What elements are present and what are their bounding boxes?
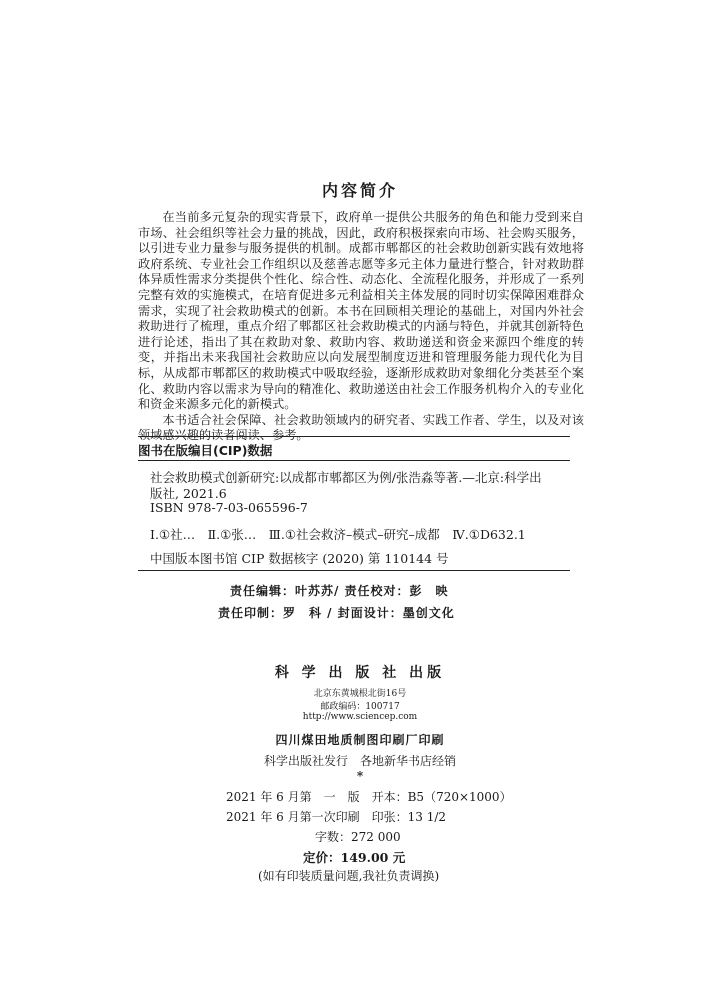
summary-paragraph: 本书适合社会保障、社会救助领域内的研究者、实践工作者、学生，以及对该领域感兴趣的读者阅读、参考。 — [138, 412, 584, 443]
publisher-name: 科 学 出 版 社 出版 — [274, 665, 446, 681]
summary-body — [138, 210, 584, 444]
publisher-postcode: 邮政编码：100717 — [320, 702, 400, 712]
isbn: ISBN 978-7-03-065596-7 — [150, 500, 308, 515]
printer: 四川煤田地质制图印刷厂印刷 — [275, 733, 445, 747]
cip-classification: Ⅰ.①社… Ⅱ.①张… Ⅲ.①社会救济–模式–研究–成都 Ⅳ.①D632.1 — [150, 527, 526, 542]
cip-record-number: 中国版本图书馆 CIP 数据核字 (2020) 第 110144 号 — [150, 551, 449, 566]
cip-line: 社会救助模式创新研究:以成都市郫都区为例/张浩淼等著.—北京:科学出 — [150, 470, 542, 485]
quality-note: (如有印装质量问题,我社负责调换) — [258, 869, 440, 883]
word-count: 字数：272 000 — [315, 830, 401, 844]
cip-header: 图书在版编目(CIP)数据 — [138, 443, 273, 458]
publisher-website: http://www.sciencep.com — [302, 712, 418, 722]
divider — [138, 570, 570, 571]
editor-line: 责任编辑：叶苏苏/ 责任校对：彭 映 — [230, 584, 449, 598]
production-line: 责任印制：罗 科 / 封面设计：墨创文化 — [218, 606, 455, 620]
printing-line: 2021 年 6 月第一次印刷 印张：13 1/2 — [226, 810, 447, 824]
publisher-address: 北京东黄城根北街16号 — [313, 689, 407, 699]
summary-paragraph: 在当前多元复杂的现实背景下，政府单一提供公共服务的角色和能力受到来自市场、社会组织等社会力量的挑战，因此，政府积极探索向市场、社会购买服务，以引进专业力量参与服务提供的机制。成都市郫都区的社会救助创新实践有效地将政府系统、专业社会工作组织以及慈善志愿等多元主体力量进行整合，针对救助群体异质性需求分类提供个性化、综合性、动态化、全流程化服务，并形成了一系列完整有效的实施模式，在培育促进多元利益相关主体发展的同时切实保障困难群众需求，实现了社会救助模式的创新。本书在回顾相关理论的基础上，对国内外社会救助进行了梳理，重点介绍了郫都区社会救助模式的内涵与特色，并就其创新特色进行论述，指出了其在救助对象、救助内容、救助递送和资金来源四个维度的转变，并指出未来我国社会救助应以向发展型制度迈进和管理服务能力现代化为目标，从成都市郫都区的救助模式中吸取经验，逐渐形成救助对象细化分类甚至个案化、救助内容以需求为导向的精准化、救助递送由社会工作服务机构介入的专业化和资金来源多元化的新模式。 — [138, 210, 584, 412]
divider — [138, 436, 570, 437]
price: 定价：149.00 元 — [303, 850, 406, 865]
cip-line: 版社, 2021.6 — [150, 486, 227, 501]
edition-line: 2021 年 6 月第 一 版 开本：B5（720×1000） — [226, 790, 512, 804]
summary-title: 内容简介 — [321, 181, 398, 200]
separator-star: * — [356, 769, 364, 783]
divider — [138, 460, 570, 461]
distribution: 科学出版社发行 各地新华书店经销 — [263, 754, 456, 768]
